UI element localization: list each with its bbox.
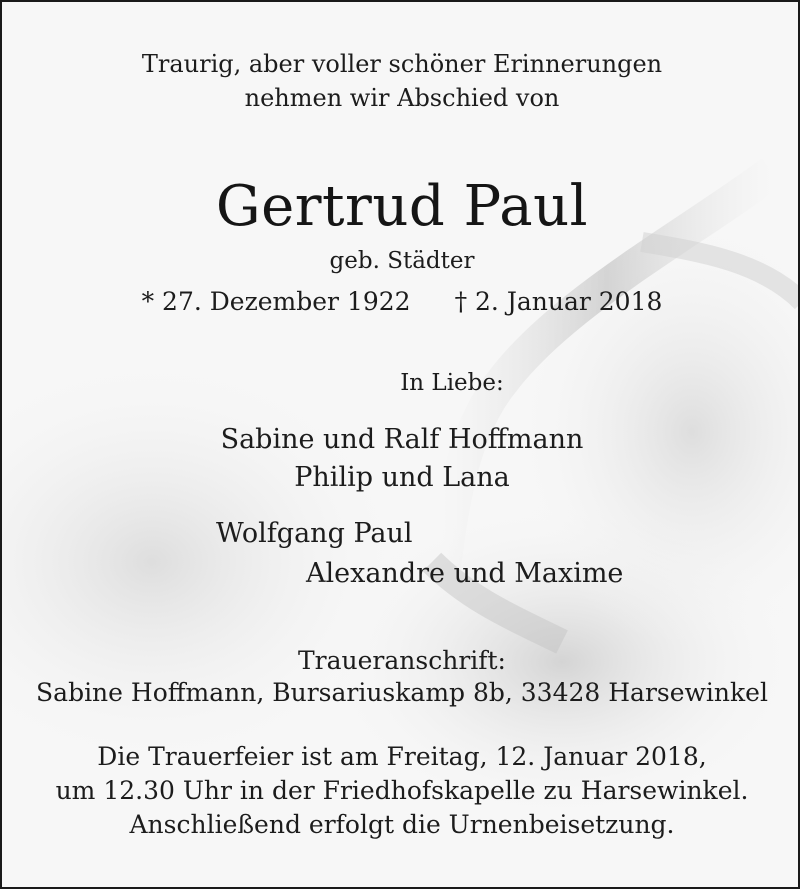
- family-line-1: Sabine und Ralf Hoffmann: [220, 424, 584, 455]
- ceremony-line-3: Anschließend erfolgt die Urnenbeisetzung.: [129, 810, 675, 839]
- in-love-label: In Liebe:: [400, 370, 504, 396]
- family-line-3: Wolfgang Paul: [216, 518, 413, 549]
- life-dates: [2, 286, 800, 318]
- intro-line-2: nehmen wir Abschied von: [244, 84, 560, 112]
- deceased-name: Gertrud Paul: [215, 174, 589, 239]
- ceremony-line-1: Die Trauerfeier ist am Freitag, 12. Januar 2018,: [97, 742, 707, 771]
- mourning-address: Sabine Hoffmann, Bursariuskamp 8b, 33428 Harsewinkel: [36, 678, 768, 707]
- address-label: Traueranschrift:: [298, 646, 506, 675]
- ceremony-line-2: um 12.30 Uhr in der Friedhofskapelle zu Harsewinkel.: [55, 776, 749, 805]
- birth-name: geb. Städter: [329, 248, 475, 274]
- birth-date: * 27. Dezember 1922: [141, 287, 411, 316]
- intro-line-1: Traurig, aber voller schöner Erinnerungen: [141, 50, 663, 78]
- family-line-2: Philip und Lana: [294, 462, 510, 493]
- death-date: † 2. Januar 2018: [454, 287, 663, 316]
- family-line-4: Alexandre und Maxime: [306, 558, 624, 589]
